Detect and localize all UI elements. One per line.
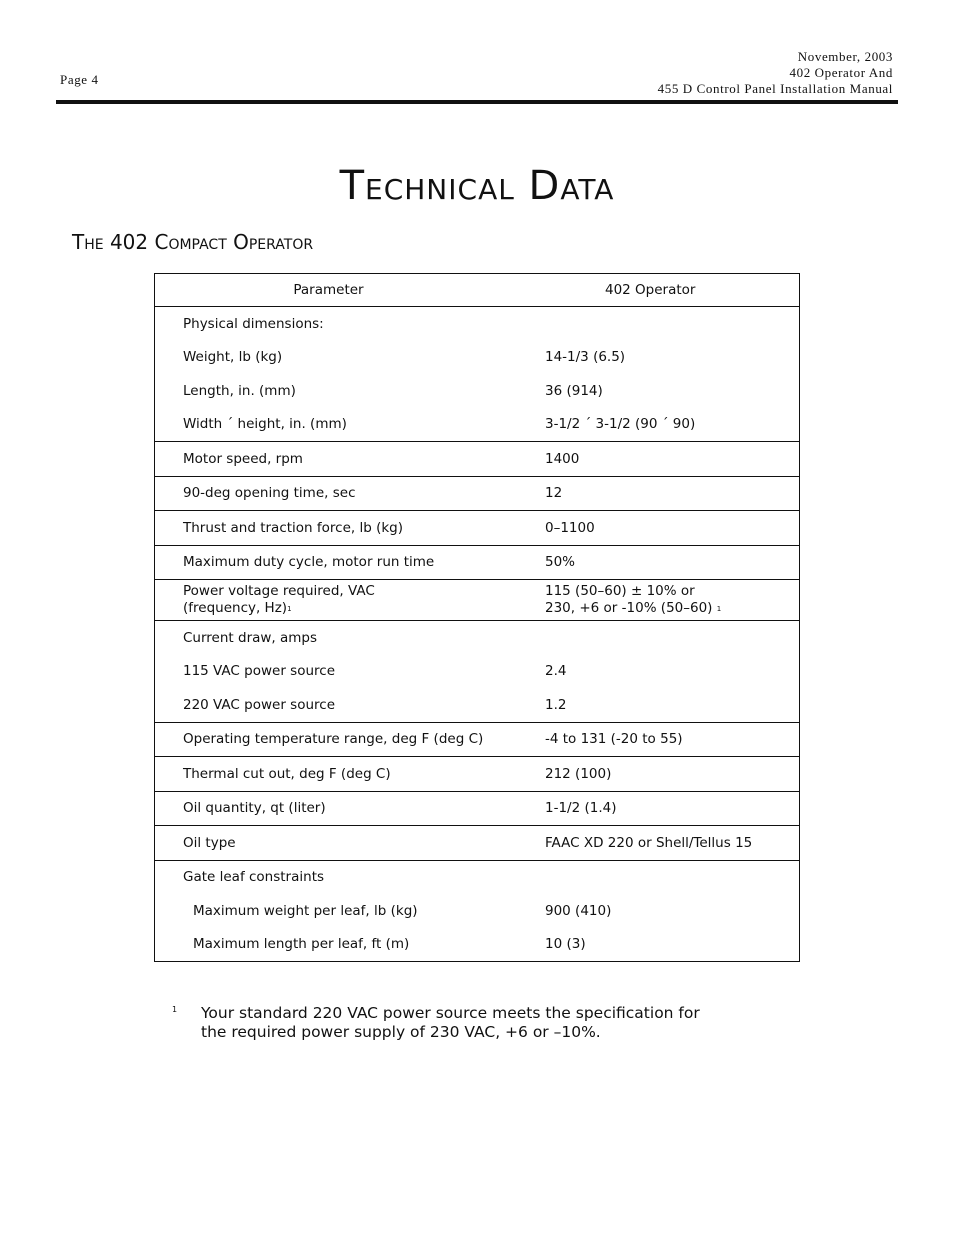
row-label: Width ´ height, in. (mm)	[183, 416, 347, 433]
header-doc-line1: 402 Operator And	[789, 65, 893, 80]
header-doc-line2: 455 D Control Panel Installation Manual	[657, 81, 893, 96]
row-heading: Physical dimensions:	[183, 315, 324, 332]
table-row-current	[155, 621, 800, 723]
page-title: Technical Data	[339, 162, 615, 209]
column-header-parameter: Parameter	[155, 274, 503, 307]
section-title: The 402 Compact Operator	[72, 229, 314, 254]
table-row-thrust	[155, 511, 800, 546]
column-header-value: 402 Operator	[502, 274, 800, 307]
row-value: 1400	[545, 450, 580, 467]
row-value: 1.2	[545, 696, 567, 713]
row-heading: Gate leaf constraints	[183, 869, 325, 886]
table-row-thermal	[155, 757, 800, 792]
row-label: Oil type	[183, 834, 236, 851]
footnote-mark: 1	[172, 1005, 178, 1014]
row-value: 36 (914)	[545, 382, 603, 399]
row-label: 90-deg opening time, sec	[183, 485, 356, 502]
row-label: Maximum duty cycle, motor run time	[183, 554, 435, 571]
row-label: Power voltage required, VAC	[183, 583, 375, 599]
row-value: FAAC XD 220 or Shell/Tellus 15	[545, 834, 753, 851]
table-row-motor-speed	[155, 442, 800, 477]
row-label: (frequency, Hz) 1	[183, 600, 292, 616]
row-label: Maximum length per leaf, ft (m)	[193, 936, 410, 953]
row-value: 50%	[545, 554, 576, 571]
row-value: 0–1100	[545, 519, 595, 536]
document-header	[658, 49, 893, 97]
row-label: Thrust and traction force, lb (kg)	[183, 519, 404, 536]
table-row-oil-type	[155, 826, 800, 861]
footnote-text: Your standard 220 VAC power source meets the specification for the required power supply of 230 VAC, +6 or –10%.	[201, 1004, 700, 1041]
row-value: 230, +6 or -10% (50–60) 1	[545, 600, 722, 616]
row-value: 12	[545, 485, 563, 502]
table-row-temperature	[155, 722, 800, 757]
page-number: Page 4	[60, 72, 99, 87]
row-label: 220 VAC power source	[183, 696, 335, 713]
row-label: Oil quantity, qt (liter)	[183, 800, 326, 817]
table-header-row	[155, 274, 800, 307]
header-date: November, 2003	[797, 49, 893, 64]
table-row-duty-cycle	[155, 545, 800, 580]
row-label: Length, in. (mm)	[183, 382, 296, 399]
row-value: 3-1/2 ´ 3-1/2 (90 ´ 90)	[545, 416, 696, 433]
row-value: -4 to 131 (-20 to 55)	[545, 731, 683, 748]
row-value: 212 (100)	[545, 765, 612, 782]
table-row-opening-time	[155, 476, 800, 511]
row-label: Thermal cut out, deg F (deg C)	[183, 765, 391, 782]
row-value: 2.4	[545, 663, 567, 680]
table-row-power	[155, 580, 800, 621]
row-heading: Current draw, amps	[183, 629, 318, 646]
row-value: 14-1/3 (6.5)	[545, 349, 626, 366]
row-label: 115 VAC power source	[183, 663, 335, 680]
row-value: 900 (410)	[545, 902, 612, 919]
header-divider	[56, 100, 898, 104]
row-label: Weight, lb (kg)	[183, 349, 283, 366]
table-row-gate	[155, 860, 800, 962]
row-label: Operating temperature range, deg F (deg C)	[183, 731, 484, 748]
row-value: 115 (50–60) ± 10% or	[545, 583, 695, 599]
row-value: 10 (3)	[545, 936, 586, 953]
row-label: Maximum weight per leaf, lb (kg)	[193, 902, 418, 919]
row-value: 1-1/2 (1.4)	[545, 800, 617, 817]
row-label: Motor speed, rpm	[183, 450, 303, 467]
technical-data-table	[154, 273, 800, 962]
table-row-oil-quantity	[155, 791, 800, 826]
table-row-physical	[155, 307, 800, 442]
